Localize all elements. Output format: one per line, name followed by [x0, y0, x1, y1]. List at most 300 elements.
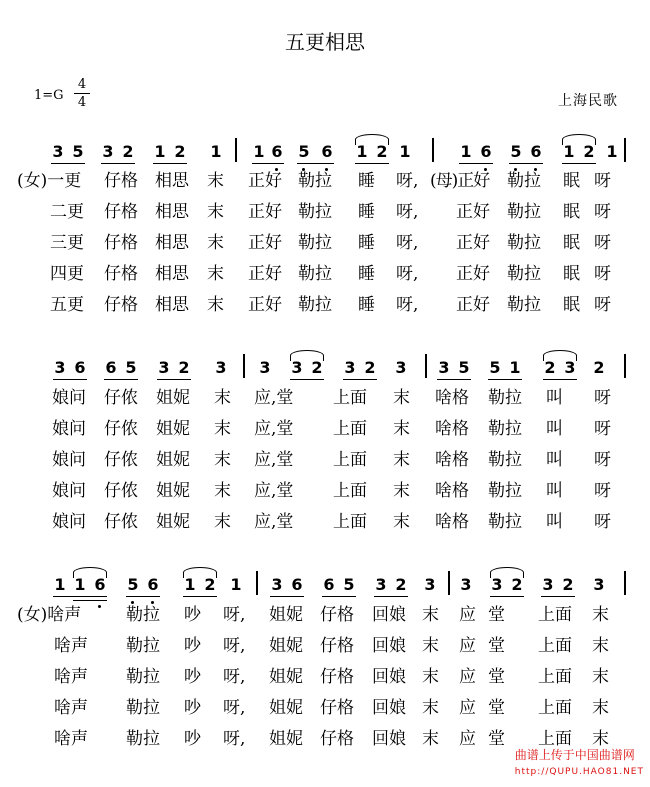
lyric: 回娘: [372, 729, 406, 749]
lyric: 呀: [594, 450, 611, 470]
lyric: 叫: [546, 450, 563, 470]
lyric: 仔格: [320, 729, 354, 749]
note: 2: [204, 575, 216, 594]
note: 1: [230, 575, 242, 594]
lyric: 呀: [594, 233, 611, 253]
note: 3: [102, 142, 114, 161]
note: 6: [105, 358, 117, 377]
lyric: 眠: [563, 295, 580, 315]
note: 3: [259, 358, 271, 377]
lyric: 吵: [184, 729, 201, 749]
lyric: 应: [459, 605, 476, 625]
lyric: 堂: [488, 605, 505, 625]
bar-line: [425, 354, 427, 378]
lyric: 勒拉: [488, 388, 522, 408]
beam: [459, 163, 493, 164]
lyric: 姐妮: [156, 419, 190, 439]
lyric: 上面: [333, 481, 367, 501]
beam: [53, 379, 87, 380]
lyric: 仔格: [104, 295, 138, 315]
bar-line: [256, 571, 258, 595]
lyric: 正好: [248, 202, 282, 222]
lyric: 末: [422, 729, 439, 749]
lyric: 娘问: [52, 419, 86, 439]
lyric: 仔侬: [104, 512, 138, 532]
lyric: 相思: [155, 171, 189, 191]
beam: [355, 163, 389, 164]
lyric: 上面: [333, 388, 367, 408]
lyric: 勒拉: [298, 233, 332, 253]
lyric: 勒拉: [488, 450, 522, 470]
lyric: 啥格: [435, 481, 469, 501]
lyric: 正好: [456, 264, 490, 284]
lyric-row: [0, 662, 650, 692]
lyric: 勒拉: [298, 295, 332, 315]
lyric: 末: [393, 481, 410, 501]
lyric: 正好: [456, 202, 490, 222]
lyric: 啥声: [54, 667, 88, 687]
lyric: 呀,: [396, 202, 419, 222]
lyric: 呀: [594, 481, 611, 501]
lyric: 娘问: [52, 450, 86, 470]
beam: [101, 163, 135, 164]
beam: [252, 163, 284, 164]
lyric: 呀,: [223, 698, 246, 718]
lyric: 仔侬: [104, 419, 138, 439]
note: 3: [542, 575, 554, 594]
lyric: 叫: [546, 388, 563, 408]
slur: [562, 134, 596, 145]
lyric: 仔侬: [104, 388, 138, 408]
lyric-row: [0, 197, 650, 227]
bar-line: [448, 571, 450, 595]
lyric: 睡: [358, 171, 375, 191]
time-signature: [74, 76, 90, 111]
lyric: 末: [393, 388, 410, 408]
lyric: 吵: [184, 636, 201, 656]
lyric: 四更: [50, 264, 84, 284]
beam: [562, 163, 596, 164]
note: 5: [127, 575, 139, 594]
beam: [322, 596, 356, 597]
slur: [183, 567, 217, 578]
slur: [290, 350, 324, 361]
lyric: 仔格: [104, 264, 138, 284]
lyric-row: [0, 507, 650, 537]
note: 5: [489, 358, 501, 377]
lyric: 眠: [563, 233, 580, 253]
beam: [153, 163, 187, 164]
note: 1: [154, 142, 166, 161]
lyric: 呀,: [396, 295, 419, 315]
bar-line: [243, 354, 245, 378]
beam: [51, 163, 85, 164]
note: 5: [343, 575, 355, 594]
note: 2: [311, 358, 323, 377]
lyric: (女)一更: [17, 171, 82, 191]
lyric-row: [0, 476, 650, 506]
lyric: 仔格: [320, 605, 354, 625]
note: 3: [158, 358, 170, 377]
lyric: 姐妮: [269, 605, 303, 625]
lyric: 呀: [594, 388, 611, 408]
lyric: 睡: [358, 233, 375, 253]
lyric: 呀,: [223, 729, 246, 749]
lyric: 姐妮: [269, 667, 303, 687]
lyric: 勒拉: [126, 667, 160, 687]
watermark-text: 曲谱上传于中国曲谱网: [514, 748, 635, 762]
lyric: 眠: [563, 264, 580, 284]
beam: [541, 596, 575, 597]
lyric-row: [0, 600, 650, 630]
note: 5: [510, 142, 522, 161]
note: 1: [563, 142, 575, 161]
lyric: 睡: [358, 295, 375, 315]
lyric: 堂: [488, 698, 505, 718]
lyric: 末: [592, 729, 609, 749]
beam: [290, 379, 324, 380]
lyric: 呀,: [223, 605, 246, 625]
lyric: 姐妮: [156, 512, 190, 532]
note: 3: [424, 575, 436, 594]
lyric: 勒拉: [298, 202, 332, 222]
lyric: 啥格: [435, 512, 469, 532]
lyric: 仔格: [320, 698, 354, 718]
lyric: 应,堂: [254, 419, 294, 439]
lyric: 叫: [546, 512, 563, 532]
lyric: 末: [592, 667, 609, 687]
lyric-row: [0, 445, 650, 475]
lyric: 末: [393, 450, 410, 470]
lyric: 堂: [488, 667, 505, 687]
lyric: 正好: [456, 233, 490, 253]
beam: [490, 596, 524, 597]
lyric: 上面: [538, 636, 572, 656]
lyric: 呀: [594, 419, 611, 439]
lyric: (女)啥声: [17, 605, 82, 625]
lyric: 应,堂: [254, 481, 294, 501]
watermark-url: http://QUPU.HAO81.NET: [514, 767, 644, 777]
note: 1: [74, 575, 86, 594]
key-signature: 1=G: [34, 88, 64, 103]
beam: [53, 596, 107, 597]
beam: [488, 379, 522, 380]
lyric: 呀: [594, 295, 611, 315]
song-title: 五更相思: [285, 30, 365, 54]
note: 6: [74, 358, 86, 377]
note: 6: [291, 575, 303, 594]
lyric: 末: [214, 512, 231, 532]
lyric: 上面: [333, 419, 367, 439]
lyric: 应: [459, 698, 476, 718]
lyric: 睡: [358, 202, 375, 222]
lyric: 娘问: [52, 512, 86, 532]
note: 6: [530, 142, 542, 161]
lyric: 吵: [184, 605, 201, 625]
lyric: 末: [207, 171, 224, 191]
slur: [355, 134, 389, 145]
bar-line: [624, 571, 626, 595]
note: 3: [438, 358, 450, 377]
note: 2: [562, 575, 574, 594]
note: 3: [491, 575, 503, 594]
lyric: 末: [214, 450, 231, 470]
lyric: 姐妮: [156, 388, 190, 408]
meter-top: 4: [77, 77, 87, 92]
meter-bottom: 4: [74, 93, 90, 111]
note: 6: [321, 142, 333, 161]
slur: [490, 567, 524, 578]
lyric: 姐妮: [269, 698, 303, 718]
lyric: 堂: [488, 636, 505, 656]
bar-line: [432, 138, 434, 162]
lyric: 正好: [456, 295, 490, 315]
lyric: 睡: [358, 264, 375, 284]
note: 2: [395, 575, 407, 594]
note: 3: [291, 358, 303, 377]
lyric: 呀: [594, 171, 611, 191]
bar-line: [624, 354, 626, 378]
song-origin: 上海民歌: [558, 93, 618, 109]
lyric: 眠: [563, 171, 580, 191]
lyric-row: [0, 693, 650, 723]
note: 2: [122, 142, 134, 161]
lyric: 勒拉: [507, 233, 541, 253]
lyric: 勒拉: [126, 636, 160, 656]
note: 3: [460, 575, 472, 594]
lyric: 呀,: [396, 233, 419, 253]
lyric: 应,堂: [254, 512, 294, 532]
lyric: 啥声: [54, 636, 88, 656]
lyric: 正好: [248, 233, 282, 253]
lyric: 二更: [50, 202, 84, 222]
lyric: 勒拉: [507, 295, 541, 315]
lyric: 末: [393, 512, 410, 532]
lyric: 上面: [538, 667, 572, 687]
slur: [73, 567, 107, 578]
note: 6: [271, 142, 283, 161]
note: 1: [460, 142, 472, 161]
lyric: 相思: [155, 202, 189, 222]
note: 3: [215, 358, 227, 377]
lyric: 回娘: [372, 667, 406, 687]
lyric: 仔格: [104, 171, 138, 191]
lyric-row: [0, 631, 650, 661]
note: 6: [147, 575, 159, 594]
lyric-row: [0, 259, 650, 289]
lyric: 勒拉: [507, 171, 541, 191]
lyric: 相思: [155, 233, 189, 253]
lyric: 啥声: [54, 729, 88, 749]
lyric: 上面: [333, 512, 367, 532]
lyric: 啥格: [435, 419, 469, 439]
note: 1: [356, 142, 368, 161]
note: 1: [253, 142, 265, 161]
lyric: 勒拉: [126, 729, 160, 749]
lyric: 末: [207, 295, 224, 315]
beam: [297, 163, 334, 164]
lyric: 呀,: [223, 667, 246, 687]
lyric: 姐妮: [156, 481, 190, 501]
lyric: 呀: [594, 512, 611, 532]
lyric: 勒拉: [298, 264, 332, 284]
lyric: 呀: [594, 264, 611, 284]
lyric: 正好: [248, 171, 282, 191]
lyric: 末: [592, 605, 609, 625]
lyric: 勒拉: [488, 419, 522, 439]
note: 5: [458, 358, 470, 377]
beam: [183, 596, 217, 597]
lyric: 末: [422, 667, 439, 687]
lyric-row: [0, 383, 650, 413]
lyric: 眠: [563, 202, 580, 222]
lyric: 呀,: [396, 171, 419, 191]
beam: [374, 596, 408, 597]
lyric: 仔格: [104, 202, 138, 222]
lyric-row: [0, 228, 650, 258]
lyric: 姐妮: [156, 450, 190, 470]
beam: [543, 379, 577, 380]
lyric: 三更: [50, 233, 84, 253]
beam: [437, 379, 471, 380]
beam: [270, 596, 304, 597]
note: 3: [344, 358, 356, 377]
lyric: 勒拉: [488, 512, 522, 532]
lyric: 仔侬: [104, 481, 138, 501]
note: 6: [323, 575, 335, 594]
note: 6: [94, 575, 106, 594]
lyric: 末: [207, 202, 224, 222]
lyric: 相思: [155, 295, 189, 315]
watermark: [515, 746, 644, 777]
lyric: 应: [459, 667, 476, 687]
lyric: 啥格: [435, 388, 469, 408]
note: 1: [54, 575, 66, 594]
beam: [126, 596, 160, 597]
lyric: 末: [207, 264, 224, 284]
lyric: 回娘: [372, 698, 406, 718]
note: 3: [375, 575, 387, 594]
note: 2: [174, 142, 186, 161]
lyric: 姐妮: [269, 636, 303, 656]
lyric: 仔格: [320, 636, 354, 656]
lyric: 应: [459, 729, 476, 749]
note: 3: [54, 358, 66, 377]
lyric: 上面: [538, 605, 572, 625]
lyric: 勒拉: [298, 171, 332, 191]
note: 1: [210, 142, 222, 161]
note: 2: [544, 358, 556, 377]
lyric: 吵: [184, 698, 201, 718]
lyric-row: [0, 290, 650, 320]
note: 2: [376, 142, 388, 161]
note: 3: [271, 575, 283, 594]
lyric: 应,堂: [254, 450, 294, 470]
lyric: 上面: [538, 729, 572, 749]
lyric: 末: [422, 636, 439, 656]
note: 5: [72, 142, 84, 161]
bar-line: [235, 138, 237, 162]
lyric: 勒拉: [126, 605, 160, 625]
lyric: 仔格: [320, 667, 354, 687]
lyric: 末: [214, 419, 231, 439]
lyric: 叫: [546, 481, 563, 501]
lyric: 仔侬: [104, 450, 138, 470]
lyric: 勒拉: [507, 202, 541, 222]
lyric: 呀: [594, 202, 611, 222]
beam: [157, 379, 191, 380]
lyric-row: [0, 166, 650, 196]
lyric: 末: [592, 636, 609, 656]
lyric: 末: [592, 698, 609, 718]
lyric: 末: [422, 605, 439, 625]
note: 5: [125, 358, 137, 377]
lyric: 娘问: [52, 388, 86, 408]
lyric: 姐妮: [269, 729, 303, 749]
lyric: 仔格: [104, 233, 138, 253]
lyric: 勒拉: [126, 698, 160, 718]
lyric: 五更: [50, 295, 84, 315]
note: 1: [184, 575, 196, 594]
lyric: 啥声: [54, 698, 88, 718]
note: 1: [399, 142, 411, 161]
note: 3: [593, 575, 605, 594]
note: 6: [480, 142, 492, 161]
note: 1: [606, 142, 618, 161]
lyric: 相思: [155, 264, 189, 284]
lyric-row: [0, 414, 650, 444]
lyric: 勒拉: [488, 481, 522, 501]
lyric: 末: [214, 388, 231, 408]
lyric: 上面: [538, 698, 572, 718]
lyric: 勒拉: [507, 264, 541, 284]
beam: [509, 163, 543, 164]
lyric: 末: [393, 419, 410, 439]
lyric: 应: [459, 636, 476, 656]
note: 3: [564, 358, 576, 377]
lyric: 呀,: [223, 636, 246, 656]
beam: [104, 379, 138, 380]
note: 3: [395, 358, 407, 377]
note: 2: [178, 358, 190, 377]
lyric: 末: [422, 698, 439, 718]
lyric: 吵: [184, 667, 201, 687]
note: 2: [511, 575, 523, 594]
lyric: 末: [207, 233, 224, 253]
note: 2: [593, 358, 605, 377]
lyric: 叫: [546, 419, 563, 439]
lyric: 末: [214, 481, 231, 501]
lyric: 呀,: [396, 264, 419, 284]
lyric: 堂: [488, 729, 505, 749]
lyric: 正好: [248, 264, 282, 284]
note: 2: [364, 358, 376, 377]
lyric: 正好: [248, 295, 282, 315]
lyric: 应,堂: [254, 388, 294, 408]
note: 2: [583, 142, 595, 161]
lyric: (母)正好: [430, 171, 490, 191]
lyric: 回娘: [372, 605, 406, 625]
lyric: 啥格: [435, 450, 469, 470]
slur: [543, 350, 577, 361]
note: 1: [509, 358, 521, 377]
note: 5: [298, 142, 310, 161]
bar-line: [624, 138, 626, 162]
lyric: 回娘: [372, 636, 406, 656]
beam: [343, 379, 377, 380]
note: 3: [52, 142, 64, 161]
lyric: 娘问: [52, 481, 86, 501]
